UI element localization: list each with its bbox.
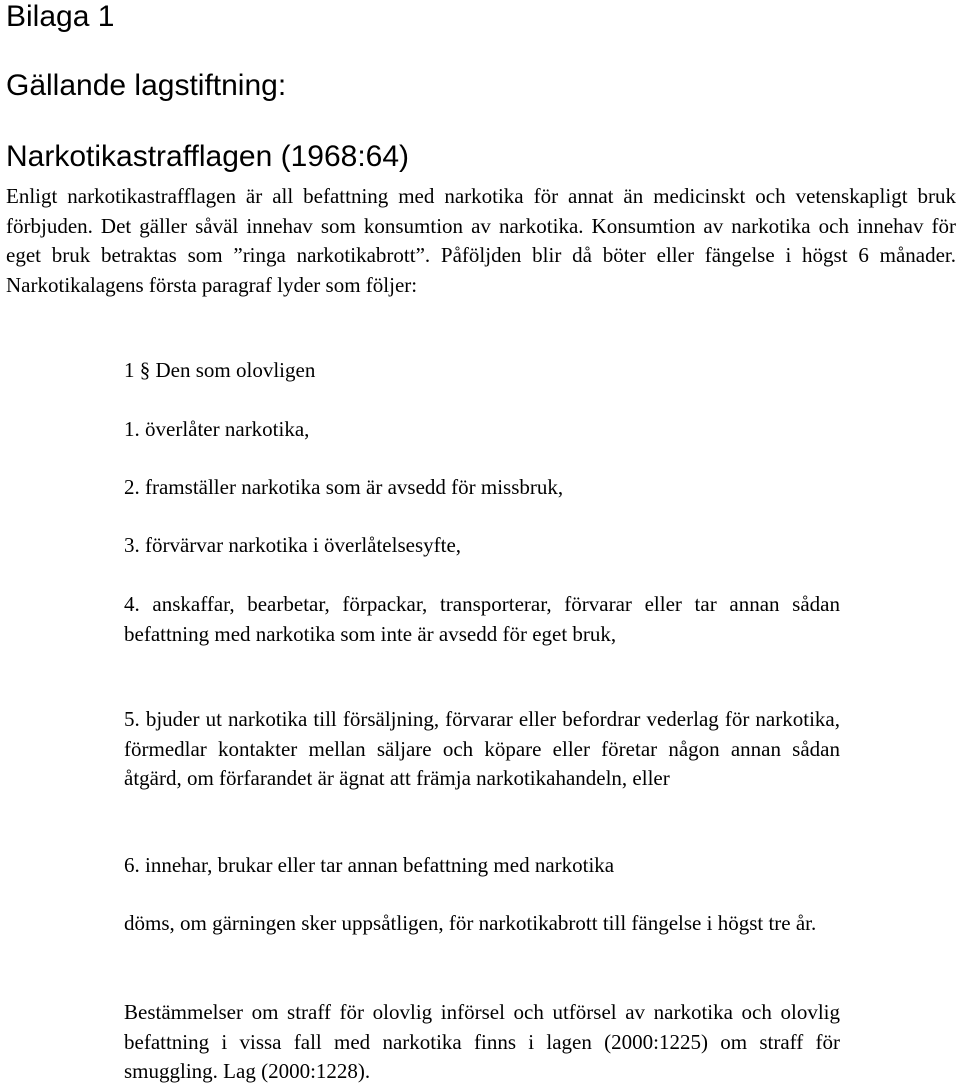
closing-paragraph: Bestämmelser om straff för olovlig införsel och utförsel av narkotika och olovlig befattning i vissa fall med narkotika finns i lagen (2000:1225) om straff för smuggling. Lag (2000:1228). xyxy=(124,1000,840,1083)
law-heading: Narkotikastrafflagen (1968:64) xyxy=(6,140,410,173)
page-title: Bilaga 1 xyxy=(6,0,115,33)
list-item: 3. förvärvar narkotika i överlåtelsesyfte, xyxy=(124,533,462,557)
list-item: 1. överlåter narkotika, xyxy=(124,417,310,441)
list-item: 2. framställer narkotika som är avsedd för missbruk, xyxy=(124,475,564,499)
list-item: 4. anskaffar, bearbetar, förpackar, transporterar, förvarar eller tar annan sådan befattning med narkotika som inte är avsedd för eget bruk, xyxy=(124,592,840,646)
section-heading: Gällande lagstiftning: xyxy=(6,69,287,102)
intro-paragraph: Enligt narkotikastrafflagen är all befattning med narkotika för annat än medicinskt och vetenskapligt bruk förbjuden. Det gäller såväl innehav som konsumtion av narkotika. Konsumtion av narkotika och innehav för eget bruk betraktas som ”ringa narkotikabrott”. Påföljden blir då böter eller fängelse i högst 6 månader. Narkotikalagens första paragraf lyder som följer: xyxy=(6,184,956,297)
penalty-sentence: döms, om gärningen sker uppsåtligen, för narkotikabrott till fängelse i högst tre år. xyxy=(124,911,817,935)
list-item: 6. innehar, brukar eller tar annan befattning med narkotika xyxy=(124,853,615,877)
section-lead: 1 § Den som olovligen xyxy=(124,358,316,382)
list-item: 5. bjuder ut narkotika till försäljning, förvarar eller befordrar vederlag för narkotika, förmedlar kontakter mellan säljare och köpare eller företar någon annan sådan åtgärd, om förfarandet är ägnat att främja narkotikahandeln, eller xyxy=(124,707,840,790)
